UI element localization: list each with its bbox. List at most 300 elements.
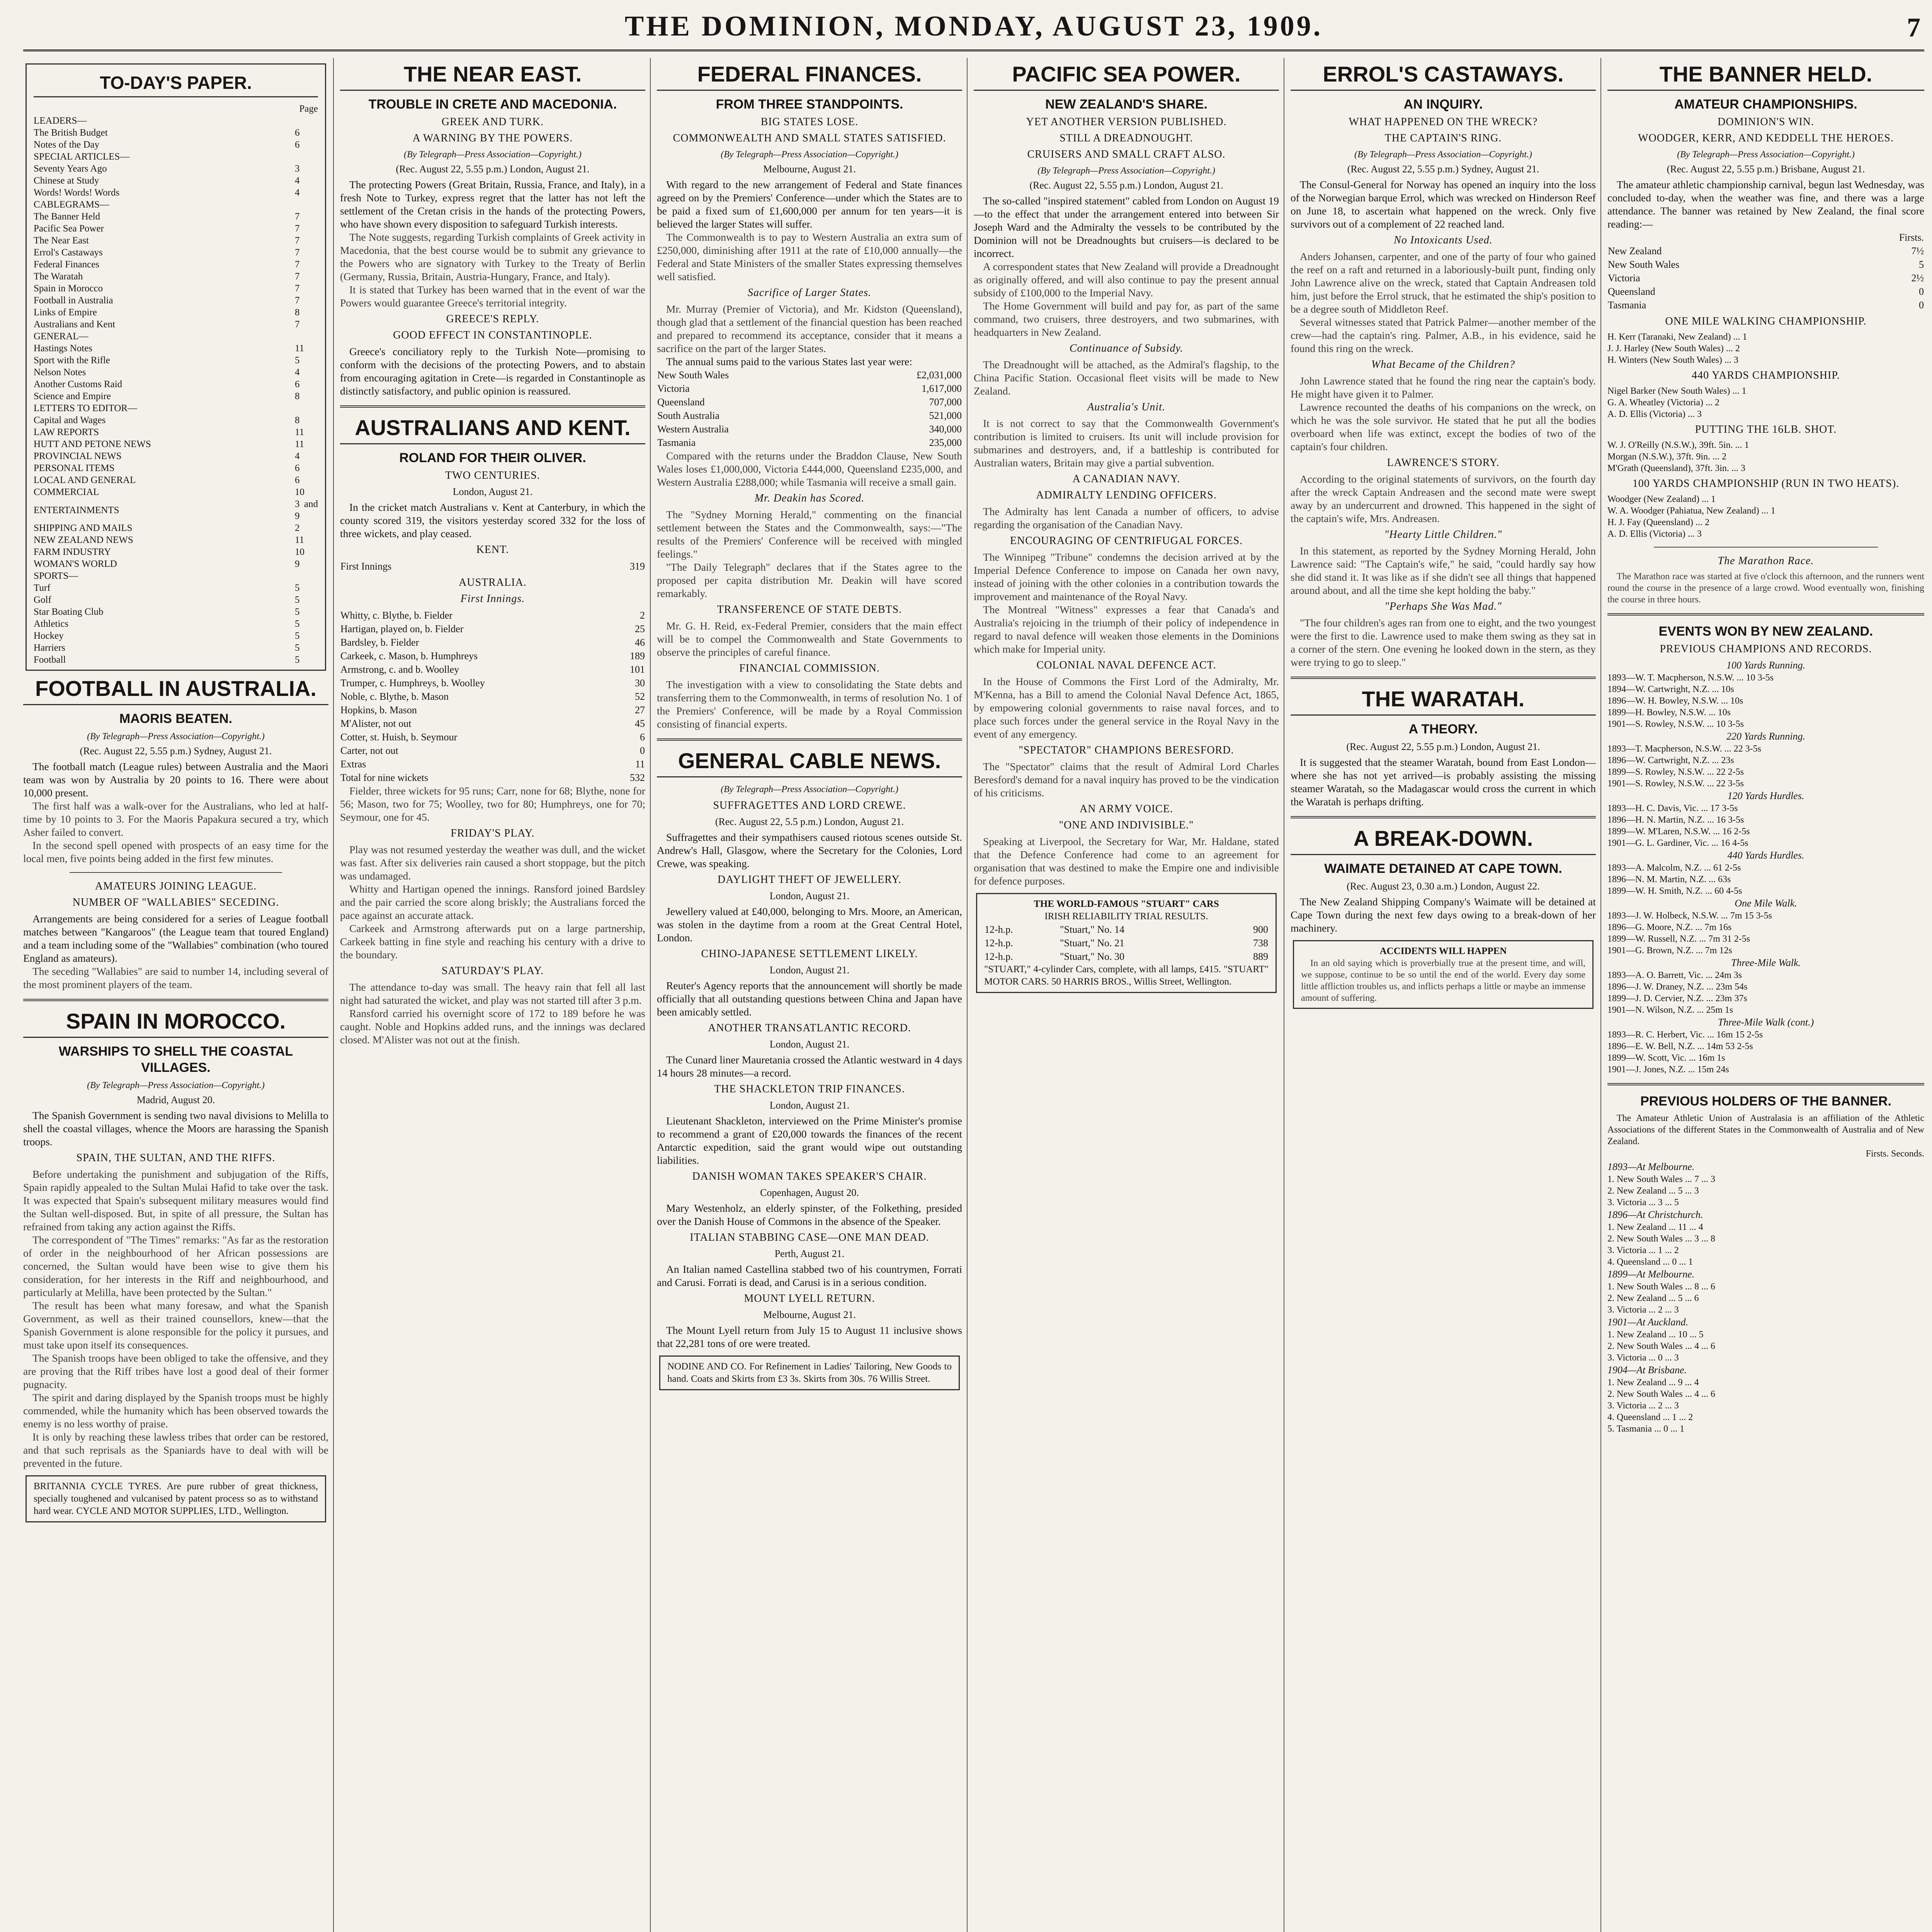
record-row: 1899—W. Russell, N.Z. ... 7m 31 2-5s [1607,934,1750,944]
sacrifice-subheading: Sacrifice of Larger States. [748,287,871,299]
body-text: The investigation with a view to consolidating the State debts and transferring them to the Commonwealth, in terms of resolution No. 1 of the Premiers' Conference, will be made by a Royal Commission consisting of financial experts. [657,679,962,730]
index-item-label: Athletics [34,619,69,629]
body-text: "The four children's ages ran from one to eight, and the two youngest were the first to die. Lawrence used to make them swing as they sat in a corner of the stern. One evening he looked down in the stern, as they were trying to go to sleep." [1291,617,1596,668]
heroes-subheading: WOODGER, KERR, AND KEDDELL THE HEROES. [1638,132,1894,144]
batsman-name: Carter, not out [340,745,398,756]
index-item-page: 4 [295,175,300,186]
divider [1607,613,1924,616]
divider [1291,816,1596,818]
batsman-name: Trumper, c. Humphreys, b. Woolley [340,677,485,689]
car-points: 738 [1253,937,1268,949]
state-value: 707,000 [929,396,962,408]
batsman-runs: 189 [630,650,645,662]
body-text: The Marathon race was started at five o'clock this afternoon, and the runners went round the course in the presence of a large crowd. Wood eventually won, finishing the course in three hours. [1607,571,1924,605]
state-name: Western Australia [657,423,729,435]
australia-team-label: AUSTRALIA. [459,577,527,588]
waratah-text: It is suggested that the steamer Waratah, bound from East London—where she has not yet arrived—is probably assisting the missing steamer Waratah, so the Madagascar would cross the current in which the Waratah is perhaps drifting. [1291,756,1596,808]
dominion-win-subheading: DOMINION'S WIN. [1718,116,1814,128]
subsidy-subheading: Continuance of Subsidy. [1069,342,1184,354]
body-text: According to the original statements of survivors, on the fourth day after the wreck Captain Andreasen and the second mate were swept away by an undercurrent and drowned. This happened in the sight of the captain's wife, Mrs. Andreasen. [1291,473,1596,524]
state-name: New South Wales [657,369,729,381]
table-row [657,382,962,395]
accidents-advertisement [1293,940,1594,1009]
index-item-page: 3 [295,163,300,174]
body-text: Compared with the returns under the Braddon Clause, New South Wales loses £1,000,000, Victoria £444,000, Queensland £235,000, and Western Australia £288,000; while Tasmania will receive a small gain. [657,450,962,488]
index-item-label: Football in Australia [34,295,113,306]
another-version-subheading: YET ANOTHER VERSION PUBLISHED. [1026,116,1227,128]
car-name: "Stuart," No. 21 [1060,937,1124,949]
column-rule [1600,58,1601,1932]
index-item-page: 5 [295,643,300,653]
banner-scores [1607,231,1924,312]
cable-item-date: Melbourne, August 21. [763,1309,856,1320]
kent-heading: AUSTRALIANS AND KENT. [340,415,645,444]
breakdown-subheading: WAIMATE DETAINED AT CAPE TOWN. [1324,861,1562,876]
divider [657,738,962,741]
holder-row: 2. New Zealand ... 5 ... 3 [1607,1186,1699,1196]
batsman-name: Extras [340,759,366,770]
errol-subheading: AN INQUIRY. [1403,97,1483,112]
cable-item-text: The Cunard liner Mauretania crossed the Atlantic westward in 4 days 14 hours 28 minutes—a record. [657,1054,962,1079]
table-row [34,630,318,642]
divider [340,405,645,408]
team-firsts: 2½ [1911,272,1924,284]
index-item-label: Notes of the Day [34,139,100,150]
record-row: 1896—G. Moore, N.Z. ... 7m 16s [1607,922,1732,932]
index-item-page: 9 [295,559,300,569]
batsman-name: Whitty, c. Blythe, b. Fielder [340,610,453,621]
table-row [34,618,318,630]
table-row [34,438,318,450]
near-east-credit: (By Telegraph—Press Association—Copyright.) [404,150,582,160]
body-text: The Dreadnought will be attached, as the Admiral's flagship, to the China Pacific Station. Occasional fleet visits will be made to New Zealand. [974,359,1279,397]
record-row: 1896—H. N. Martin, N.Z. ... 16 3-5s [1607,815,1744,825]
table-row [34,318,318,330]
index-item-page: 6 [295,128,300,138]
table-row [34,366,318,378]
team-name: Victoria [1608,272,1640,284]
football-lead: The football match (League rules) between Australia and the Maori team was won by Australia by 20 points to 16. There were about 10,000 present. [23,760,328,799]
index-item-label: Another Customs Raid [34,379,122,389]
table-row [34,294,318,306]
holder-row: 5. Tasmania ... 0 ... 1 [1607,1424,1685,1434]
body-text: The Note suggests, regarding Turkish complaints of Greek activity in Macedonia, that the best course would be to submit any grievance to the Powers who are signatory with Turkey to the Treaty of Berlin (Germany, Russia, Britain, Austria-Hungary, France, and Italy). It is stated that Turkey has been warned that in the event of war the Powers would guarantee Greece's territorial integrity. [340,231,645,309]
table-row [340,676,645,690]
record-row: 1901—S. Rowley, N.S.W. ... 10 3-5s [1607,719,1744,729]
cable-item-heading: MOUNT LYELL RETURN. [744,1293,875,1304]
britannia-advertisement [26,1475,326,1522]
record-row: 1901—N. Wilson, N.Z. ... 25m 1s [1607,1005,1733,1015]
saturday-play-subheading: SATURDAY'S PLAY. [441,965,544,977]
index-item-label: Seventy Years Ago [34,163,107,174]
event-result: H. Kerr (Taranaki, New Zealand) ... 1 [1607,332,1747,342]
holder-group-heading: 1901—At Auckland. [1607,1316,1688,1328]
table-row [984,936,1269,950]
pacific-credit: (By Telegraph—Press Association—Copyright.) [1037,166,1215,176]
index-item-page: 5 [295,631,300,641]
index-item-label: GENERAL— [34,331,88,342]
event-result: Morgan (N.S.W.), 37ft. 9in. ... 2 [1607,452,1726,462]
index-item-page [295,151,318,163]
pacific-subheading: NEW ZEALAND'S SHARE. [1045,97,1208,112]
kent-innings [340,560,645,573]
australia-innings-label: First Innings. [460,593,525,605]
cable-item-date: Copenhagen, August 20. [760,1187,859,1198]
waratah-date: (Rec. August 22, 5.55 p.m.) London, August 21. [1346,741,1540,752]
batsman-runs: 6 [640,731,645,743]
wallabies-subheading: NUMBER OF "WALLABIES" SECEDING. [72,896,279,908]
constantinople-subheading: GOOD EFFECT IN CONSTANTINOPLE. [393,329,592,341]
table-row [657,422,962,436]
small-states-subheading: COMMONWEALTH AND SMALL STATES SATISFIED. [673,132,946,144]
australia-scorecard [340,609,645,784]
table-row [34,330,318,342]
holder-group-heading: 1904—At Brisbane. [1607,1364,1687,1376]
table-row [34,247,318,259]
table-row [340,717,645,730]
state-debts-subheading: TRANSFERENCE OF STATE DEBTS. [717,604,902,616]
table-row [34,199,318,211]
index-item-label: PERSONAL ITEMS [34,463,115,473]
britannia-ad-text: BRITANNIA CYCLE TYRES. Are pure rubber of great thickness, specially toughened and vulcanised by patent process so as to withstand hard wear. CYCLE AND MOTOR SUPPLIES, LTD., Wellington. [34,1481,318,1516]
record-row: 1896—J. W. Draney, N.Z. ... 23m 54s [1607,982,1748,992]
cable-item-text: Reuter's Agency reports that the announcement will shortly be made officially that all outstanding questions between China and Japan have been amicably settled. [657,980,962,1018]
holder-row: 1. New Zealand ... 11 ... 4 [1607,1222,1703,1232]
holder-row: 1. New South Wales ... 8 ... 6 [1607,1282,1715,1292]
index-item-page: 5 [295,595,300,605]
table-row [34,270,318,282]
event-result: Woodger (New Zealand) ... 1 [1607,494,1716,504]
table-row [34,594,318,606]
masthead-title: THE DOMINION, MONDAY, AUGUST 23, 1909. [624,10,1323,42]
record-row: 1893—R. C. Herbert, Vic. ... 16m 15 2-5s [1607,1030,1763,1040]
index-item-page: 8 [295,307,300,318]
holder-row: 1. New Zealand ... 9 ... 4 [1607,1378,1699,1388]
table-row [34,558,318,570]
index-item-page: 8 [295,391,300,401]
nodine-advertisement [659,1355,960,1390]
cable-item-text: Mary Westenholz, an elderly spinster, of the Folkething, presided over the Danish House of Commons in the absence of the Speaker. [657,1202,962,1227]
index-item-page: 6 [295,139,300,150]
index-item-page: 5 [295,355,300,366]
spain-credit: (By Telegraph—Press Association—Copyright.) [87,1080,265,1090]
car-points: 889 [1253,951,1268,962]
cable-item-heading: SUFFRAGETTES AND LORD CREWE. [713,799,906,811]
index-item-label: ENTERTAINMENTS [34,505,119,515]
batsman-name: Armstrong, c. and b. Woolley [340,664,459,675]
cable-item-date: London, August 21. [769,890,850,901]
column-1 [23,58,328,1932]
table-row [34,606,318,618]
record-row: 1901—S. Rowley, N.S.W. ... 22 3-5s [1607,779,1744,789]
banner-lead: The amateur athletic championship carnival, begun last Wednesday, was concluded to-day, when the weather was fine, and there was a large attendance. The banner was retained by New Zealand, the final score reading:— [1607,179,1924,230]
body-text: The "Spectator" claims that the result of Admiral Lord Charles Beresford's demand for a naval inquiry has proved to be the vindication of his criticisms. [974,760,1279,799]
federal-date: Melbourne, August 21. [763,163,856,175]
spain-date: Madrid, August 20. [136,1094,215,1105]
record-row: 1899—S. Rowley, N.S.W. ... 22 2-5s [1607,767,1744,777]
index-item-label: NEW ZEALAND NEWS [34,535,133,545]
cable-item-date: Perth, August 21. [774,1248,845,1259]
table-row [34,282,318,294]
index-item-label: Federal Finances [34,259,100,270]
index-item-label: Harriers [34,643,65,653]
record-row: 1893—A. O. Barrett, Vic. ... 24m 3s [1607,970,1742,980]
body-text: The first half was a walk-over for the Australians, who led at half-time by 10 points to 3. For the Maoris Papakura secured a try, which Asher failed to convert. In the second spell opened with prospects of an easy time for the local men, five points being added in the first few minutes. [23,800,328,864]
table-row [34,163,318,175]
record-row: 1901—G. L. Gardiner, Vic. ... 16 4-5s [1607,838,1748,848]
state-name: Victoria [657,383,690,394]
football-credit: (By Telegraph—Press Association—Copyright.) [87,731,265,742]
big-states-subheading: BIG STATES LOSE. [760,116,859,128]
federal-table-caption: The annual sums paid to the various States last year were: [666,355,912,367]
table-row [34,127,318,139]
batsman-runs: 52 [635,691,645,702]
federal-heading: FEDERAL FINANCES. [657,62,962,91]
no-intoxicants-subheading: No Intoxicants Used. [1394,234,1493,246]
banner-heading: THE BANNER HELD. [1607,62,1924,91]
stuart-results [984,923,1269,963]
body-text: A correspondent states that New Zealand will provide a Dreadnought as originally offered, and will also continue to pay the present annual subsidy of £100,000 to the Imperial Navy. The Home Government will build and pay for, as part of the same command, two cruisers, three destroyers, and two submarines, with headquarters in New Zealand. [974,260,1279,338]
state-value: 340,000 [929,423,962,435]
index-item-page [295,115,318,127]
cruisers-subheading: CRUISERS AND SMALL CRAFT ALSO. [1027,148,1226,160]
cable-credit: (By Telegraph—Press Association—Copyright.) [721,784,898,794]
total-value: 532 [630,772,645,783]
index-item-page: 7 [295,211,300,222]
index-item-label: Golf [34,595,51,605]
accidents-ad-title: ACCIDENTS WILL HAPPEN [1379,946,1507,956]
state-name: Tasmania [657,437,696,448]
banner-events [1607,315,1924,540]
friday-play-subheading: FRIDAY'S PLAY. [451,827,535,839]
table-row [1607,258,1924,271]
index-item-label: SPORTS— [34,571,78,581]
batsman-name: Noble, c. Blythe, b. Mason [340,691,449,702]
previous-champions-subheading: PREVIOUS CHAMPIONS AND RECORDS. [1660,643,1872,655]
record-row: 1901—J. Jones, N.Z. ... 15m 24s [1607,1065,1729,1075]
event-result: A. D. Ellis (Victoria) ... 3 [1607,529,1702,539]
holder-row: 2. New South Wales ... 4 ... 6 [1607,1341,1715,1351]
index-item-page: 11 [295,427,304,437]
greece-reply-subheading: GREECE'S REPLY. [446,313,539,325]
cable-item-date: London, August 21. [769,1100,850,1111]
errol-heading: ERROL'S CASTAWAYS. [1291,62,1596,91]
batsman-name: Hartigan, played on, b. Fielder [340,623,464,634]
team-firsts: 5 [1919,259,1924,270]
warning-subheading: A WARNING BY THE POWERS. [412,132,573,144]
body-text: The Admiralty has lent Canada a number of officers, to advise regarding the organisation of the Canadian Navy. [974,505,1279,531]
index-item-label: The Near East [34,235,89,246]
record-row: 1896—W. H. Bowley, N.S.W. ... 10s [1607,696,1743,706]
stuart-cars-advertisement [976,893,1277,993]
table-row [34,486,318,498]
cable-item-heading: DANISH WOMAN TAKES SPEAKER'S CHAIR. [692,1170,927,1182]
column-5 [1291,58,1596,1932]
event-result: W. A. Woodger (Pahiatua, New Zealand) ... 1 [1607,506,1776,516]
body-text: The "Sydney Morning Herald," commenting on the financial settlement between the States and the Commonwealth, says:—"The results of the Premiers' Conference will be received with mingled feelings." "The Daily Telegraph" declares that if the States agree to the proposed per capita distribution Mr. Deakin will have scored remarkably. [657,509,962,599]
table-row [657,368,962,382]
team-firsts: 0 [1919,299,1924,311]
divider [1607,1083,1924,1085]
spain-heading: SPAIN IN MOROCCO. [23,1009,328,1038]
car-points: 900 [1253,924,1268,935]
team-firsts: 0 [1919,286,1924,297]
car-hp: 12-h.p. [985,951,1013,962]
holder-row: 2. New Zealand ... 5 ... 6 [1607,1293,1699,1303]
index-item-page: 10 [295,487,304,497]
record-row: 1899—H. Bowley, N.S.W. ... 10s [1607,707,1731,718]
event-result: A. D. Ellis (Victoria) ... 3 [1607,409,1702,419]
lawrence-story-subheading: LAWRENCE'S STORY. [1387,457,1500,469]
canadian-navy-subheading: A CANADIAN NAVY. [1072,473,1180,485]
car-name: "Stuart," No. 14 [1060,924,1124,935]
index-item-page: 11 [295,535,304,545]
holder-row: 1. New Zealand ... 10 ... 5 [1607,1330,1704,1340]
table-row [34,498,318,522]
cable-item-date: London, August 21. [769,964,850,976]
table-row [34,642,318,654]
table-row [1607,298,1924,312]
record-row: 1896—E. W. Bell, N.Z. ... 14m 53 2-5s [1607,1041,1753,1051]
table-row [984,923,1269,936]
record-row: 1893—W. T. Macpherson, N.S.W. ... 10 3-5s [1607,673,1774,683]
index-item-label: Chinese at Study [34,175,99,186]
state-name: Queensland [657,396,705,408]
index-item-label: Australians and Kent [34,319,116,330]
table-row [34,390,318,402]
index-item-label: Capital and Wages [34,415,106,425]
table-row [340,730,645,744]
two-centuries-subheading: TWO CENTURIES. [445,469,540,481]
hearty-children-subheading: "Hearty Little Children." [1384,529,1502,541]
table-row [34,139,318,151]
table-row [34,115,318,127]
index-item-label: HUTT AND PETONE NEWS [34,439,151,449]
event-result: G. A. Wheatley (Victoria) ... 2 [1607,398,1720,408]
first-innings-total: 319 [630,561,645,572]
batsman-name: Hopkins, b. Mason [340,704,417,716]
cable-item-text: The Mount Lyell return from July 15 to August 11 inclusive shows that 22,281 tons of ore were treated. [657,1324,962,1349]
index-item-label: Science and Empire [34,391,111,401]
table-row [984,950,1269,963]
index-item-page: 5 [295,619,300,629]
state-value: £2,031,000 [917,369,962,381]
spain-subheading: WARSHIPS TO SHELL THE COASTAL VILLAGES. [58,1044,293,1075]
record-group-heading: Three-Mile Walk. [1731,957,1801,968]
team-firsts: 7½ [1911,245,1924,257]
federal-lead: With regard to the new arrangement of Federal and State finances agreed on by the Premiers' Conference—under which the States are to be paid a fixed sum of £1,600,000 per annum for ten years—it is believed the larger States will suffer. [657,179,962,230]
batsman-runs: 25 [635,623,645,634]
firsts-seconds-label: Firsts. Seconds. [1866,1149,1924,1159]
table-row [34,522,318,534]
index-item-page: 4 [295,187,300,198]
batsman-runs: 30 [635,677,645,689]
state-value: 1,617,000 [922,383,962,394]
army-voice-subheading: AN ARMY VOICE. [1080,803,1173,815]
holder-row: 3. Victoria ... 3 ... 5 [1607,1197,1679,1208]
event-result: J. J. Harley (New South Wales) ... 2 [1607,344,1740,354]
event-result: W. J. O'Reilly (N.S.W.), 39ft. 5in. ... 1 [1607,440,1749,450]
banner-subheading: AMATEUR CHAMPIONSHIPS. [1674,97,1857,112]
spain-sultan-subheading: SPAIN, THE SULTAN, AND THE RIFFS. [76,1152,276,1164]
first-innings-label: First Innings [340,561,392,572]
index-item-label: COMMERCIAL [34,487,99,497]
firsts-label: Firsts. [1899,232,1924,243]
index-item-page [295,402,318,414]
column-2 [340,58,645,1932]
index-item-page: 6 [295,463,300,473]
index-item-page: 7 [295,247,300,258]
index-item-page: 7 [295,223,300,234]
cable-item-date: London, August 21. [769,1039,850,1050]
record-group-heading: 440 Yards Hurdles. [1727,850,1804,861]
waratah-heading: THE WARATAH. [1291,687,1596,716]
previous-holders-intro: The Amateur Athletic Union of Australasia is an affiliation of the Athletic Associations of the different States in the Commonwealth of Australia and of New Zealand. [1607,1113,1924,1146]
divider [1291,677,1596,679]
record-row: 1899—W. Scott, Vic. ... 16m 1s [1607,1053,1725,1063]
kent-date: London, August 21. [452,486,533,497]
index-item-page: 5 [295,607,300,617]
event-result: H. Winters (New South Wales) ... 3 [1607,355,1738,365]
index-item-label: The British Budget [34,128,108,138]
body-text: Before undertaking the punishment and subjugation of the Riffs, Spain rapidly appealed to the Sultan Mulai Hafid to take over the task. It was expected that Spain's subsequent military measures would find the Sultan well-disposed. But, in spite of all pressure, the Sultan has refrained from taking any action against the Riffs. The correspondent of "The Times" remarks: "As far as the restoration of order in the neighbourhood of her African possessions are concerned, the Sultan would have been wise to give them his consideration, for her interests in the Riff and neighbourhood, and particularly at Melilla, have been protected by the Sultan." The result has been what many foresaw, and what the Spanish Government, as well as their trained counsellors, knew—that the Spanish Government is alone responsible for the policy it pursues, and must take upon itself its consequences. The Spanish troops have been obliged to take the offensive, and they are proving that the Riff tribes have lost a good deal of their former pugnacity. The spirit and daring displayed by the Spanish troops must be highly commended, while the humanity which has been observed towards the enemy is no less worthy of praise. It is only by reaching these lawless tribes that order can be restored, and that such reprisals as the Spaniards have to deal with will be prevented in the future. [23,1168,328,1469]
table-row [1607,285,1924,298]
index-item-label: Hockey [34,631,64,641]
index-item-label: LAW REPORTS [34,427,99,437]
errol-lead: The Consul-General for Norway has opened an inquiry into the loss of the Norwegian barque Errol, which was wrecked on Hinderson Reef on June 18, to ascertain what happened on the wreck. Only five survivors out of a complement of 22 reached land. [1291,179,1596,230]
table-row [34,546,318,558]
cable-item-heading: CHINO-JAPANESE SETTLEMENT LIKELY. [701,948,918,960]
table-row [34,402,318,414]
body-text: Mr. Murray (Premier of Victoria), and Mr. Kidston (Queensland), though glad that a settlement of the financial question has been reached and prepared to recommend its acceptance, consider that it means a sacrifice on the part of the larger States. [657,303,962,354]
index-item-page: 6 [295,379,300,389]
kent-team-label: KENT. [476,544,509,556]
column-3 [657,58,962,1932]
near-east-heading: THE NEAR EAST. [340,62,645,91]
body-text: Play was not resumed yesterday the weather was dull, and the wicket was fast. After six deliveries rain caused a short stoppage, but the pitch was undamaged. Whitty and Hartigan opened the innings. Ransford joined Bardsley and the pair carried the score along briskly; the Australians forced the pace against an accurate attack. Carkeek and Armstrong afterwards put on a large partnership, Carkeek batting in fine style and reaching his century with a drive to the boundary. [340,844,645,961]
record-group-heading: 100 Yards Running. [1726,660,1805,671]
record-group-heading: 120 Yards Hurdles. [1727,790,1804,801]
event-heading: ONE MILE WALKING CHAMPIONSHIP. [1665,315,1867,327]
pacific-date: (Rec. August 22, 5.55 p.m.) London, August 21. [1029,180,1223,191]
table-row [34,474,318,486]
holder-group-heading: 1899—At Melbourne. [1607,1269,1695,1280]
index-table [34,103,318,666]
index-item-page: 11 [295,439,304,449]
admiralty-officers-subheading: ADMIRALTY LENDING OFFICERS. [1036,489,1217,501]
cable-item-heading: ITALIAN STABBING CASE—ONE MAN DEAD. [690,1231,929,1243]
body-text: Anders Johansen, carpenter, and one of the party of four who gained the reef on a raft and returned in a laboriously-built punt, finding only John Lawrence alive on the wreck, stated that Captain Andreasen told him, just before the Errol struck, that he estimated the ship's position to be a degree south of Middleton Reef. Several witnesses stated that Patrick Palmer—another member of the crew—had the captain's ring. Palmer, A.B., in his evidence, said he found this ring on the wreck. [1291,250,1596,354]
table-row [34,582,318,594]
team-name: Queensland [1608,286,1655,297]
event-heading: 100 YARDS CHAMPIONSHIP (RUN IN TWO HEATS). [1632,478,1900,490]
dreadnought-subheading: STILL A DREADNOUGHT. [1060,132,1193,144]
captain-ring-subheading: THE CAPTAIN'S RING. [1384,132,1502,144]
table-row [1607,271,1924,285]
index-item-label: Hastings Notes [34,343,93,354]
breakdown-text: The New Zealand Shipping Company's Waimate will be detained at Cape Town during the next few days owing to a break-down of her machinery. [1291,896,1596,934]
index-item-label: FARM INDUSTRY [34,547,111,557]
record-group-heading: One Mile Walk. [1735,898,1797,909]
holder-groups [1607,1160,1924,1435]
index-item-label: LETTERS TO EDITOR— [34,403,138,413]
index-item-page [295,199,318,211]
holder-row: 2. New South Wales ... 3 ... 8 [1607,1234,1715,1244]
index-item-label: PROVINCIAL NEWS [34,451,122,461]
record-group-heading: Three-Mile Walk (cont.) [1718,1017,1814,1028]
index-page-label: Page [299,104,318,114]
record-row: 1899—W. H. Smith, N.Z. ... 60 4-5s [1607,886,1742,896]
